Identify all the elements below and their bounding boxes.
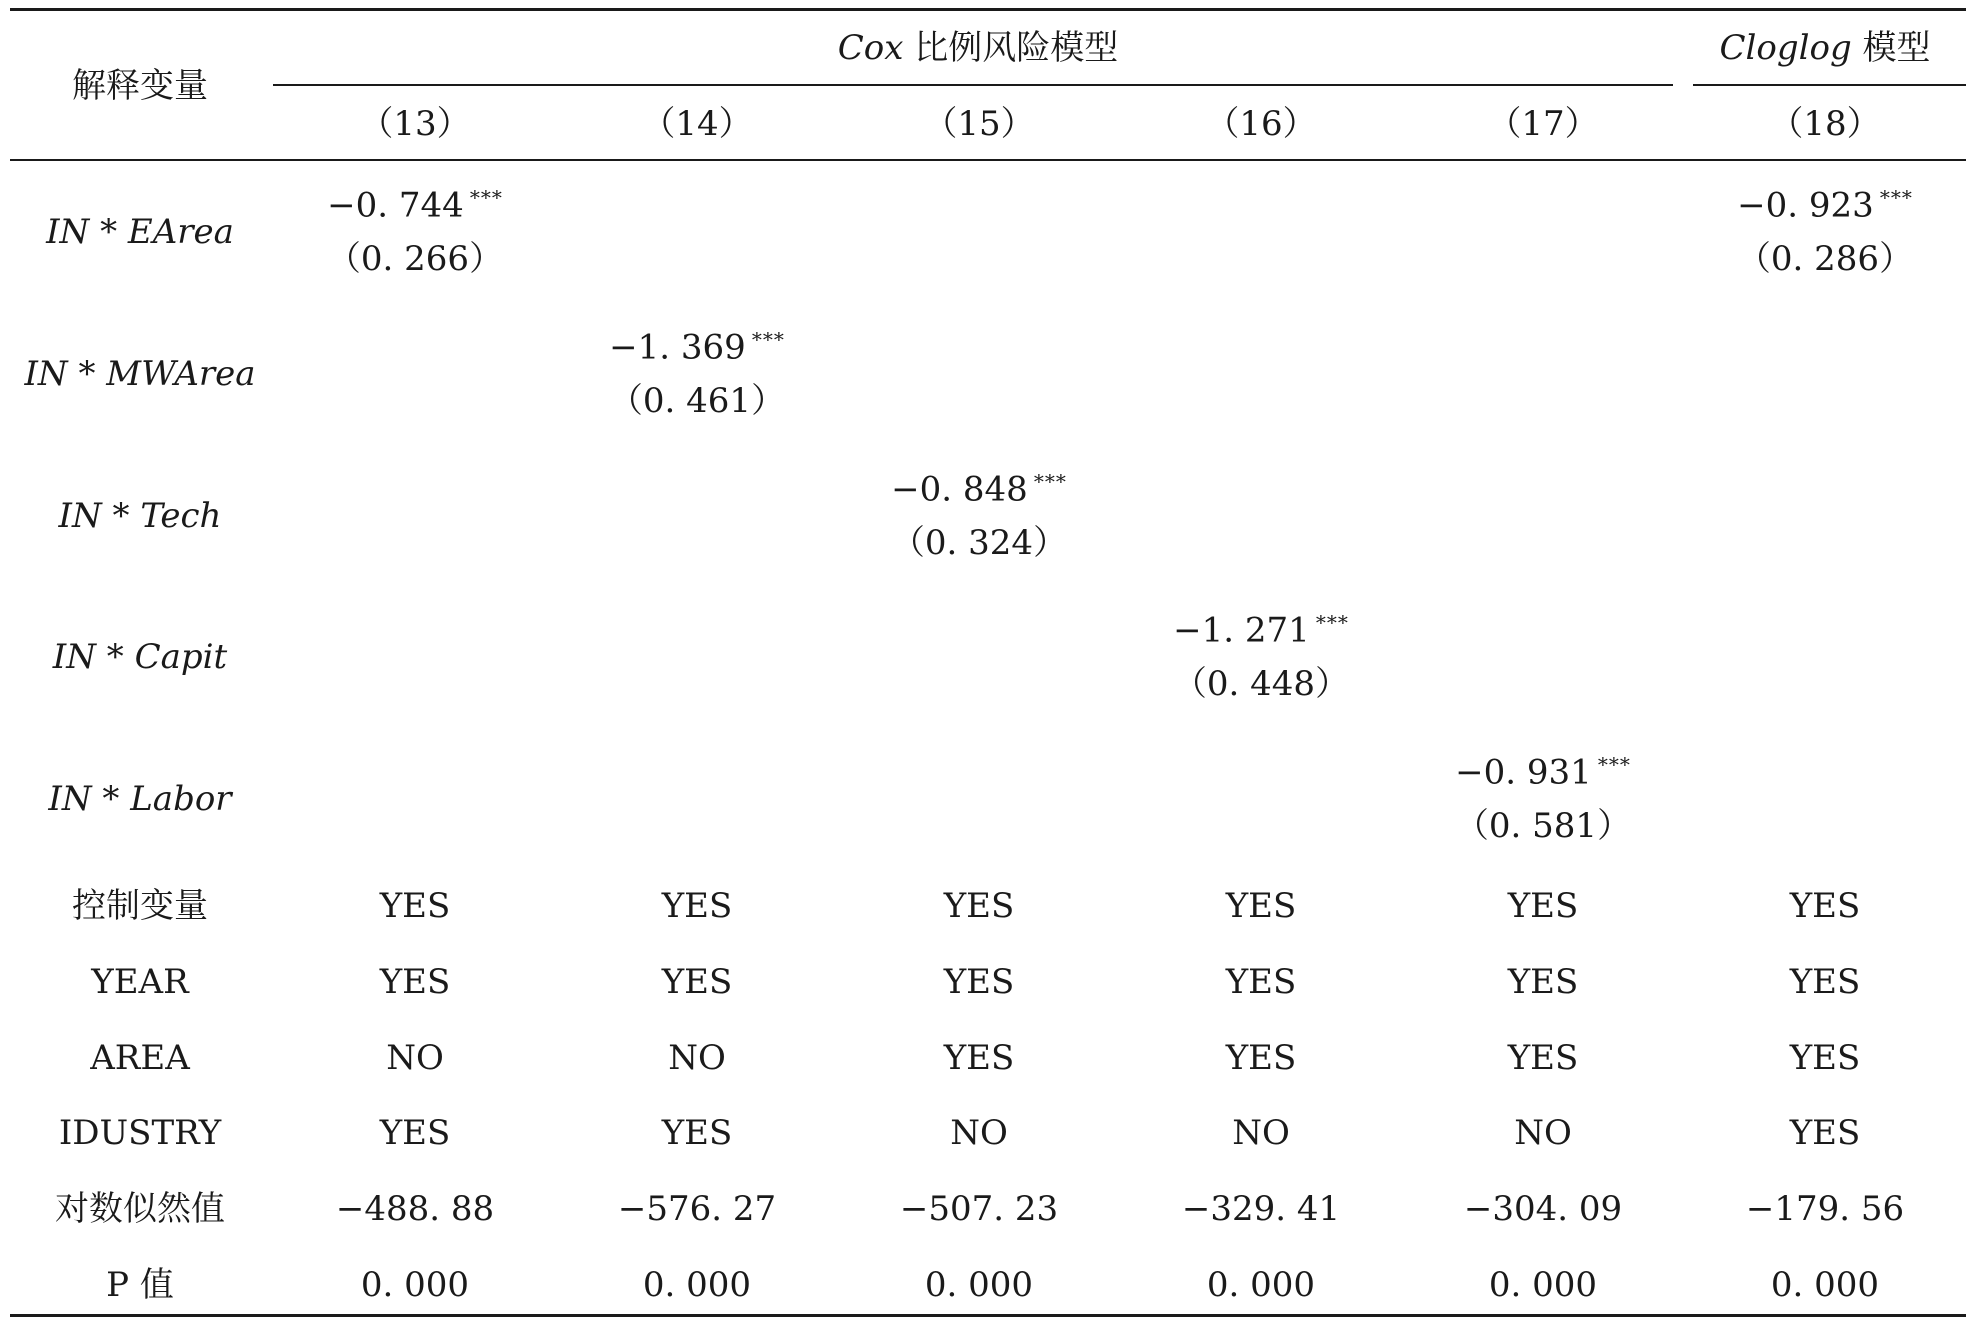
stat-row-label: 对数似然值 (55, 1189, 225, 1229)
stat-value: −304. 09 (1463, 1189, 1623, 1229)
stat-value: NO (386, 1038, 444, 1078)
stat-row-label: AREA (90, 1038, 190, 1078)
cox-group-header: Cox 比例风险模型 (837, 28, 1119, 68)
stat-value: 0. 000 (1488, 1265, 1598, 1305)
coefficient (891, 469, 1067, 510)
stat-value: YES (1225, 1038, 1297, 1078)
row-label-inmwarea: IN * MWArea (24, 354, 256, 394)
stat-row-label: 控制变量 (72, 886, 208, 926)
stat-value: YES (379, 886, 451, 926)
significance-stars: *** (751, 327, 785, 352)
row-label-inlabor: IN * Labor (48, 779, 232, 819)
header-bottom-rule (10, 159, 1966, 161)
stat-value: NO (1514, 1113, 1572, 1153)
coefficient (609, 327, 785, 368)
stat-value: −507. 23 (899, 1189, 1059, 1229)
stat-value: 0. 000 (642, 1265, 752, 1305)
coefficient (327, 185, 503, 226)
standard-error: （0. 461） (608, 381, 786, 421)
row-label-intech: IN * Tech (58, 496, 222, 536)
stat-value: YES (661, 886, 733, 926)
table-bottom-rule (10, 1314, 1966, 1317)
stat-value: YES (1789, 1038, 1861, 1078)
stat-value: NO (1232, 1113, 1290, 1153)
stat-value: YES (1225, 886, 1297, 926)
standard-error: （0. 448） (1172, 664, 1350, 704)
standard-error: （0. 581） (1454, 806, 1632, 846)
stat-value: YES (661, 1113, 733, 1153)
stat-value: −488. 88 (335, 1189, 495, 1229)
stat-value: YES (379, 1113, 451, 1153)
coefficient-value: −1. 271 (1173, 610, 1310, 651)
stat-value: −576. 27 (617, 1189, 777, 1229)
stat-value: YES (943, 886, 1015, 926)
stat-value: YES (1507, 1038, 1579, 1078)
stat-value: YES (1225, 962, 1297, 1002)
row-label-inearea: IN * EArea (46, 212, 234, 252)
column-header-15: （15） (923, 104, 1035, 144)
standard-error: （0. 324） (890, 523, 1068, 563)
significance-stars: *** (469, 185, 503, 210)
column-header-17: （17） (1487, 104, 1599, 144)
stat-row-label: P 值 (106, 1265, 174, 1305)
significance-stars: *** (1597, 752, 1631, 777)
stat-value: 0. 000 (360, 1265, 470, 1305)
stat-value: 0. 000 (924, 1265, 1034, 1305)
column-header-13: （13） (359, 104, 471, 144)
stat-row-label: IDUSTRY (58, 1113, 222, 1153)
coefficient-value: −0. 931 (1455, 752, 1592, 793)
cloglog-group-rule (1693, 84, 1966, 86)
column-header-18: （18） (1769, 104, 1881, 144)
stat-value: YES (1507, 886, 1579, 926)
stat-value: YES (1789, 886, 1861, 926)
column-header-14: （14） (641, 104, 753, 144)
standard-error: （0. 266） (326, 239, 504, 279)
variable-header: 解释变量 (72, 66, 208, 106)
stat-value: NO (950, 1113, 1008, 1153)
coefficient (1173, 610, 1349, 651)
column-header-16: （16） (1205, 104, 1317, 144)
coefficient-value: −0. 744 (327, 185, 464, 226)
stat-value: YES (661, 962, 733, 1002)
significance-stars: *** (1033, 469, 1067, 494)
stat-value: YES (1507, 962, 1579, 1002)
stat-value: YES (943, 1038, 1015, 1078)
coefficient (1455, 752, 1631, 793)
stat-value: YES (1789, 1113, 1861, 1153)
stat-value: YES (379, 962, 451, 1002)
coefficient (1737, 185, 1913, 226)
stat-value: −329. 41 (1181, 1189, 1341, 1229)
significance-stars: *** (1879, 185, 1913, 210)
stat-value: YES (1789, 962, 1861, 1002)
stat-value: 0. 000 (1206, 1265, 1316, 1305)
stat-value: YES (943, 962, 1015, 1002)
cloglog-group-header: Cloglog 模型 (1719, 28, 1931, 68)
stat-value: 0. 000 (1770, 1265, 1880, 1305)
table-top-rule (10, 8, 1966, 11)
stat-value: NO (668, 1038, 726, 1078)
significance-stars: *** (1315, 610, 1349, 635)
stat-value: −179. 56 (1745, 1189, 1905, 1229)
row-label-incapit: IN * Capit (52, 637, 228, 677)
coefficient-value: −1. 369 (609, 327, 746, 368)
standard-error: （0. 286） (1736, 239, 1914, 279)
coefficient-value: −0. 848 (891, 469, 1028, 510)
coefficient-value: −0. 923 (1737, 185, 1874, 226)
stat-row-label: YEAR (91, 962, 189, 1002)
cox-group-rule (273, 84, 1673, 86)
